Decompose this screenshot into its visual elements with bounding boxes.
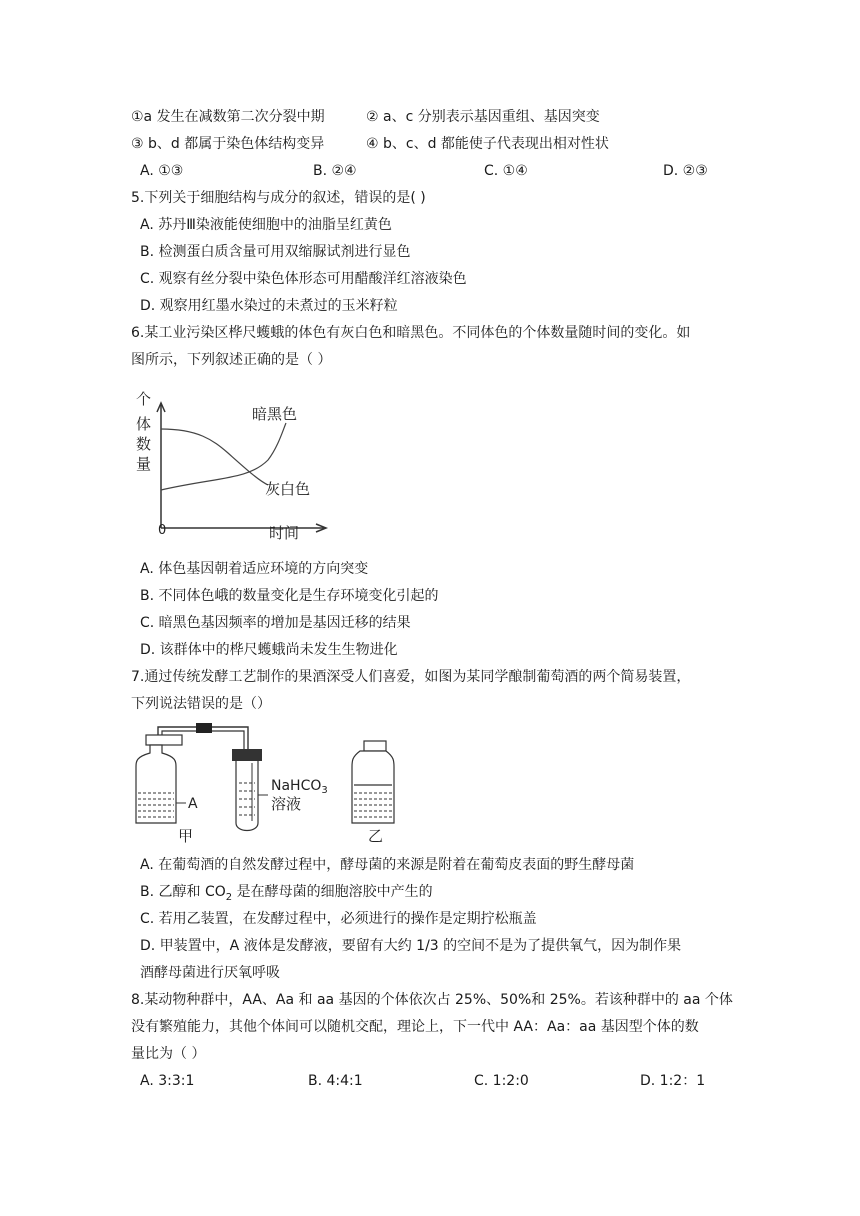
statement-1: ①a 发生在减数第二次分裂中期 [131, 109, 325, 125]
q8-stem-line1: 8.某动物种群中，AA、Aa 和 aa 基因的个体依次占 25%、50%和 25%。若该种群中的 aa 个体 [131, 992, 733, 1008]
light-curve [161, 429, 268, 485]
q4-option-a: A. ①③ [140, 163, 184, 179]
label-yi: 乙 [368, 827, 384, 845]
dark-curve-label: 暗黑色 [252, 405, 298, 423]
jar-yi [352, 741, 394, 823]
q8-option-b: B. 4:4:1 [308, 1073, 363, 1089]
q5-option-c: C. 观察有丝分裂中染色体形态可用醋酸洋红溶液染色 [140, 271, 467, 287]
q6-stem-line1: 6.某工业污染区桦尺蠖蛾的体色有灰白色和暗黑色。不同体色的个体数量随时间的变化。如 [131, 325, 691, 341]
ylabel-char-2: 体 [136, 415, 152, 433]
origin-label: 0 [158, 523, 167, 538]
statement-4: ④ b、c、d 都能使子代表现出相对性状 [366, 136, 609, 152]
ylabel-char-3: 数 [136, 435, 152, 453]
q7-stem-line1: 7.通过传统发酵工艺制作的果酒深受人们喜爱，如图为某同学酿制葡萄酒的两个简易装置， [131, 669, 691, 685]
ylabel-char-4: 量 [136, 455, 152, 473]
q7-option-a: A. 在葡萄酒的自然发酵过程中，酵母菌的来源是附着在葡萄皮表面的野生酵母菌 [140, 857, 635, 873]
q7-stem-line2: 下列说法错误的是（） [131, 696, 271, 712]
q5-option-b: B. 检测蛋白质含量可用双缩脲试剂进行显色 [140, 244, 411, 260]
q6-option-d: D. 该群体中的桦尺蠖蛾尚未发生生物进化 [140, 642, 398, 658]
test-tube [232, 749, 268, 831]
light-curve-label: 灰白色 [265, 480, 311, 498]
q8-stem-line2: 没有繁殖能力，其他个体间可以随机交配，理论上，下一代中 AA：Aa：aa 基因型个体的数 [131, 1019, 699, 1035]
jar-jia [136, 735, 186, 823]
q6-option-b: B. 不同体色峨的数量变化是生存环境变化引起的 [140, 588, 439, 604]
reagent-label-line2: 溶液 [271, 795, 302, 813]
reagent-label: NaHCO$_3$ [271, 778, 328, 796]
q6-option-c: C. 暗黑色基因频率的增加是基因迁移的结果 [140, 615, 411, 631]
tube-clamp [196, 723, 212, 733]
q8-option-c: C. 1:2:0 [474, 1073, 529, 1089]
q6-option-a: A. 体色基因朝着适应环境的方向突变 [140, 561, 369, 577]
q4-option-b: B. ②④ [313, 163, 357, 179]
q5-stem: 5.下列关于细胞结构与成分的叙述，错误的是( ) [131, 190, 426, 206]
q6-stem-line2: 图所示，下列叙述正确的是（ ） [131, 352, 332, 368]
q8-option-a: A. 3:3:1 [140, 1073, 195, 1089]
label-jia: 甲 [178, 827, 194, 845]
q7-option-c: C. 若用乙装置，在发酵过程中，必须进行的操作是定期拧松瓶盖 [140, 911, 537, 927]
statement-3: ③ b、d 都属于染色体结构变异 [131, 136, 325, 152]
statement-2: ② a、c 分别表示基因重组、基因突变 [366, 109, 600, 125]
q8-option-d: D. 1:2：1 [640, 1073, 706, 1089]
q4-option-c: C. ①④ [484, 163, 528, 179]
q7-option-d-line1: D. 甲装置中，A 液体是发酵液，要留有大约 1/3 的空间不是为了提供氧气，因为制作果 [140, 938, 682, 954]
q5-option-d: D. 观察用红墨水染过的未煮过的玉米籽粒 [140, 298, 398, 314]
ylabel-char-1: 个 [136, 390, 152, 408]
fermentation-apparatus [128, 723, 408, 848]
label-a: A [188, 796, 198, 812]
q5-option-a: A. 苏丹Ⅲ染液能使细胞中的油脂呈红黄色 [140, 217, 392, 233]
q7-option-b: B. 乙醇和 $CO_2$ 是在酵母菌的细胞溶胶中产生的 [140, 884, 433, 903]
q4-option-d: D. ②③ [663, 163, 708, 179]
xlabel: 时间 [269, 524, 300, 542]
population-graph [128, 385, 338, 550]
q8-stem-line3: 量比为（ ） [131, 1046, 206, 1062]
q7-option-d-line2: 酒酵母菌进行厌氧呼吸 [140, 965, 280, 981]
